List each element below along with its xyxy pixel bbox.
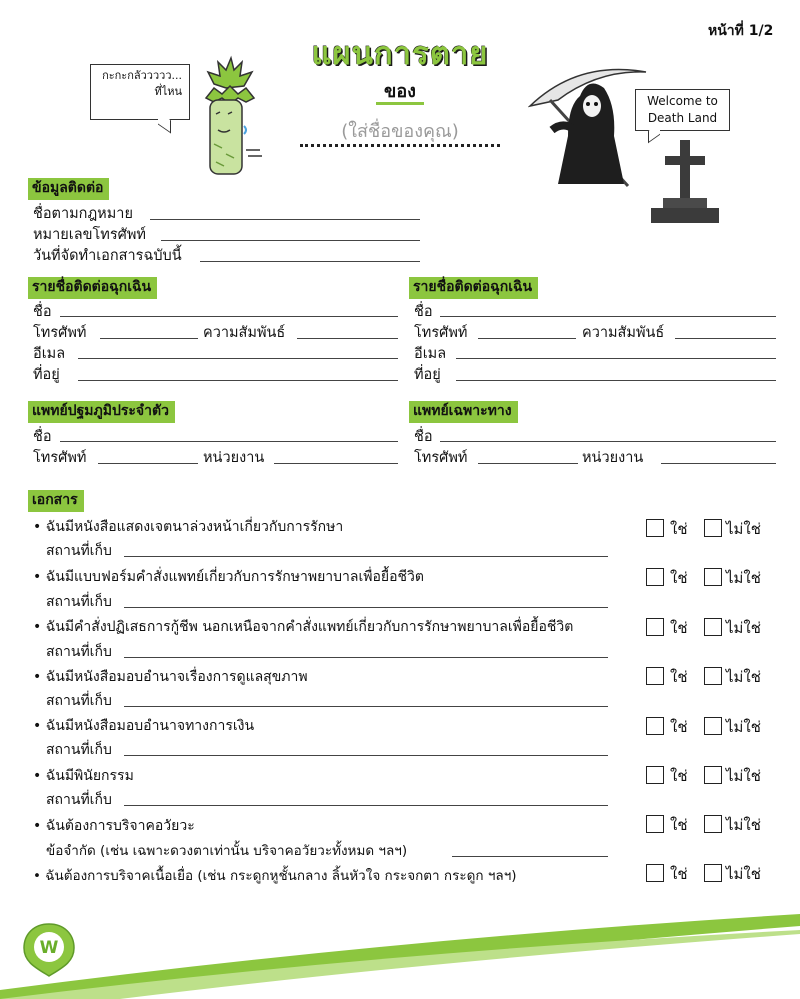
contact-section-title: ข้อมูลติดต่อ [28, 178, 109, 200]
page-title: แผนการตาย [311, 36, 489, 72]
doc-item-6-storage-label: สถานที่เก็บ [46, 792, 112, 808]
doc-item-4: • ฉันมีหนังสือมอบอำนาจเรื่องการดูแลสุขภาพ [33, 669, 308, 685]
emergency-2-email-label: อีเมล [414, 346, 447, 362]
emergency-1-relation-label: ความสัมพันธ์ [203, 325, 286, 341]
doc-item-8-no-checkbox[interactable] [704, 864, 722, 882]
doc-item-5: • ฉันมีหนังสือมอบอำนาจทางการเงิน [33, 718, 255, 734]
primary-doctor-phone-label: โทรศัพท์ [33, 450, 87, 466]
doc-item-4-no-checkbox[interactable] [704, 667, 722, 685]
cross-base-top [663, 198, 707, 208]
speech-bubble-right [635, 89, 730, 131]
of-underline [376, 102, 424, 105]
emergency-1-address-label: ที่อยู่ [33, 367, 60, 383]
doc-item-1-text: ฉันมีหนังสือแสดงเจตนาล่วงหน้าเกี่ยวกับการรักษา [45, 519, 344, 535]
doc-item-7-no-label: ไม่ใช่ [726, 816, 761, 834]
emergency-2-address-line[interactable] [456, 380, 776, 381]
emergency-2-relation-line[interactable] [675, 338, 776, 339]
doc-item-3: • ฉันมีคำสั่งปฏิเสธการกู้ชีพ นอกเหนือจากคำสั่งแพทย์เกี่ยวกับการรักษาพยาบาลเพื่อยื้อชีวิต [33, 619, 574, 635]
specialist-title: แพทย์เฉพาะทาง [409, 401, 518, 423]
doc-item-7-yes-label: ใช่ [670, 816, 688, 834]
document-date-line[interactable] [200, 261, 420, 262]
emergency-2-phone-label: โทรศัพท์ [414, 325, 468, 341]
doc-item-1-yes-label: ใช่ [670, 520, 688, 538]
doc-item-3-no-label: ไม่ใช่ [726, 619, 761, 637]
doc-item-2-yes-label: ใช่ [670, 569, 688, 587]
doc-item-3-no-checkbox[interactable] [704, 618, 722, 636]
primary-doctor-unit-line[interactable] [274, 463, 398, 464]
doc-item-5-no-checkbox[interactable] [704, 717, 722, 735]
doc-item-5-yes-label: ใช่ [670, 718, 688, 736]
bubble-right-line2: Death Land [647, 111, 718, 125]
doc-item-2-storage-line[interactable] [124, 607, 608, 608]
doc-item-6: • ฉันมีพินัยกรรม [33, 768, 134, 784]
doc-item-6-no-checkbox[interactable] [704, 766, 722, 784]
primary-doctor-phone-line[interactable] [98, 463, 198, 464]
emergency-contact-title-1: รายชื่อติดต่อฉุกเฉิน [28, 277, 157, 299]
doc-item-8-yes-checkbox[interactable] [646, 864, 664, 882]
doc-item-8-no-label: ไม่ใช่ [726, 865, 761, 883]
emergency-1-email-line[interactable] [78, 358, 398, 359]
cross-icon [680, 140, 690, 200]
doc-item-3-storage-label: สถานที่เก็บ [46, 644, 112, 660]
emergency-1-relation-line[interactable] [297, 338, 398, 339]
emergency-2-relation-label: ความสัมพันธ์ [582, 325, 665, 341]
bubble-left-line1: กะกะกลัววววว... [102, 69, 182, 82]
emergency-2-phone-line[interactable] [478, 338, 576, 339]
doc-item-2: • ฉันมีแบบฟอร์มคำสั่งแพทย์เกี่ยวกับการรักษาพยาบาลเพื่อยื้อชีวิต [33, 569, 424, 585]
doc-item-5-text: ฉันมีหนังสือมอบอำนาจทางการเงิน [45, 718, 255, 734]
documents-title: เอกสาร [28, 490, 84, 512]
doc-item-4-storage-label: สถานที่เก็บ [46, 693, 112, 709]
document-date-label: วันที่จัดทำเอกสารฉบับนี้ [33, 248, 182, 264]
doc-item-7-limit-label: ข้อจำกัด (เช่น เฉพาะดวงตาเท่านั้น บริจาคอวัยวะทั้งหมด ฯลฯ) [46, 843, 408, 859]
doc-item-6-text: ฉันมีพินัยกรรม [45, 768, 134, 784]
emergency-1-email-label: อีเมล [33, 346, 66, 362]
doc-item-8-text: ฉันต้องการบริจาคเนื้อเยื่อ (เช่น กระดูกหูชั้นกลาง ลิ้นหัวใจ กระจกตา กระดูก ฯลฯ) [45, 868, 517, 884]
emergency-2-name-line[interactable] [440, 316, 776, 317]
doc-item-2-storage-label: สถานที่เก็บ [46, 594, 112, 610]
doc-item-5-storage-label: สถานที่เก็บ [46, 742, 112, 758]
primary-doctor-unit-label: หน่วยงาน [203, 450, 265, 466]
doc-item-1-storage-line[interactable] [124, 556, 608, 557]
doc-item-2-no-checkbox[interactable] [704, 568, 722, 586]
emergency-1-phone-line[interactable] [100, 338, 198, 339]
name-placeholder: (ใส่ชื่อของคุณ) [341, 121, 459, 142]
doc-item-6-yes-label: ใช่ [670, 767, 688, 785]
phone-number-line[interactable] [161, 240, 420, 241]
emergency-contact-title-2: รายชื่อติดต่อฉุกเฉิน [409, 277, 538, 299]
emergency-1-address-line[interactable] [78, 380, 398, 381]
doc-item-5-no-label: ไม่ใช่ [726, 718, 761, 736]
primary-doctor-title: แพทย์ปฐมภูมิประจำตัว [28, 401, 175, 423]
specialist-name-label: ชื่อ [414, 429, 433, 445]
doc-item-2-text: ฉันมีแบบฟอร์มคำสั่งแพทย์เกี่ยวกับการรักษาพยาบาลเพื่อยื้อชีวิต [45, 569, 424, 585]
specialist-phone-label: โทรศัพท์ [414, 450, 468, 466]
doc-item-1: • ฉันมีหนังสือแสดงเจตนาล่วงหน้าเกี่ยวกับการรักษา [33, 519, 344, 535]
scared-plant-illustration [196, 54, 266, 178]
emergency-2-email-line[interactable] [456, 358, 776, 359]
doc-item-1-no-checkbox[interactable] [704, 519, 722, 537]
legal-name-label: ชื่อตามกฎหมาย [33, 206, 133, 222]
doc-item-4-text: ฉันมีหนังสือมอบอำนาจเรื่องการดูแลสุขภาพ [45, 669, 308, 685]
footer-swoosh [0, 900, 800, 999]
specialist-unit-label: หน่วยงาน [582, 450, 644, 466]
emergency-2-address-label: ที่อยู่ [414, 367, 441, 383]
doc-item-3-text: ฉันมีคำสั่งปฏิเสธการกู้ชีพ นอกเหนือจากคำสั่งแพทย์เกี่ยวกับการรักษาพยาบาลเพื่อยื้อชีวิต [45, 619, 574, 635]
cross-base-bottom [651, 208, 719, 223]
doc-item-4-yes-label: ใช่ [670, 668, 688, 686]
speech-bubble-left [90, 64, 190, 120]
phone-number-label: หมายเลขโทรศัพท์ [33, 227, 146, 243]
legal-name-line[interactable] [150, 219, 420, 220]
of-label: ของ [384, 81, 416, 102]
doc-item-2-no-label: ไม่ใช่ [726, 569, 761, 587]
doc-item-7-yes-checkbox[interactable] [646, 815, 664, 833]
doc-item-6-storage-line[interactable] [124, 805, 608, 806]
doc-item-7-text: ฉันต้องการบริจาคอวัยวะ [45, 818, 195, 834]
doc-item-3-yes-checkbox[interactable] [646, 618, 664, 636]
doc-item-6-yes-checkbox[interactable] [646, 766, 664, 784]
doc-item-6-no-label: ไม่ใช่ [726, 767, 761, 785]
emergency-1-name-label: ชื่อ [33, 304, 52, 320]
doc-item-5-storage-line[interactable] [124, 755, 608, 756]
doc-item-8-yes-label: ใช่ [670, 865, 688, 883]
specialist-phone-line[interactable] [478, 463, 578, 464]
logo-letter: W [39, 938, 59, 958]
doc-item-4-storage-line[interactable] [124, 706, 608, 707]
specialist-name-line[interactable] [440, 441, 776, 442]
doc-item-7-limit-line[interactable] [452, 856, 608, 857]
emergency-2-name-label: ชื่อ [414, 304, 433, 320]
doc-item-4-no-label: ไม่ใช่ [726, 668, 761, 686]
logo-icon [22, 922, 76, 978]
doc-item-1-no-label: ไม่ใช่ [726, 520, 761, 538]
doc-item-5-yes-checkbox[interactable] [646, 717, 664, 735]
doc-item-2-yes-checkbox[interactable] [646, 568, 664, 586]
primary-doctor-name-line[interactable] [60, 441, 398, 442]
doc-item-4-yes-checkbox[interactable] [646, 667, 664, 685]
doc-item-1-storage-label: สถานที่เก็บ [46, 543, 112, 559]
doc-item-3-storage-line[interactable] [124, 657, 608, 658]
name-dotted-line[interactable] [300, 144, 500, 147]
doc-item-1-yes-checkbox[interactable] [646, 519, 664, 537]
page-number: หน้าที่ 1/2 [708, 23, 774, 39]
doc-item-3-yes-label: ใช่ [670, 619, 688, 637]
grim-reaper-illustration [528, 66, 648, 190]
doc-item-7: • ฉันต้องการบริจาคอวัยวะ [33, 818, 195, 834]
doc-item-8: • ฉันต้องการบริจาคเนื้อเยื่อ (เช่น กระดูกหูชั้นกลาง ลิ้นหัวใจ กระจกตา กระดูก ฯลฯ) [33, 868, 517, 884]
primary-doctor-name-label: ชื่อ [33, 429, 52, 445]
cross-arm [665, 156, 705, 165]
doc-item-7-no-checkbox[interactable] [704, 815, 722, 833]
bubble-left-line2: ที่ไหน [154, 85, 182, 98]
emergency-1-name-line[interactable] [60, 316, 398, 317]
bubble-right-line1: Welcome to [647, 94, 718, 108]
specialist-unit-line[interactable] [661, 463, 776, 464]
emergency-1-phone-label: โทรศัพท์ [33, 325, 87, 341]
